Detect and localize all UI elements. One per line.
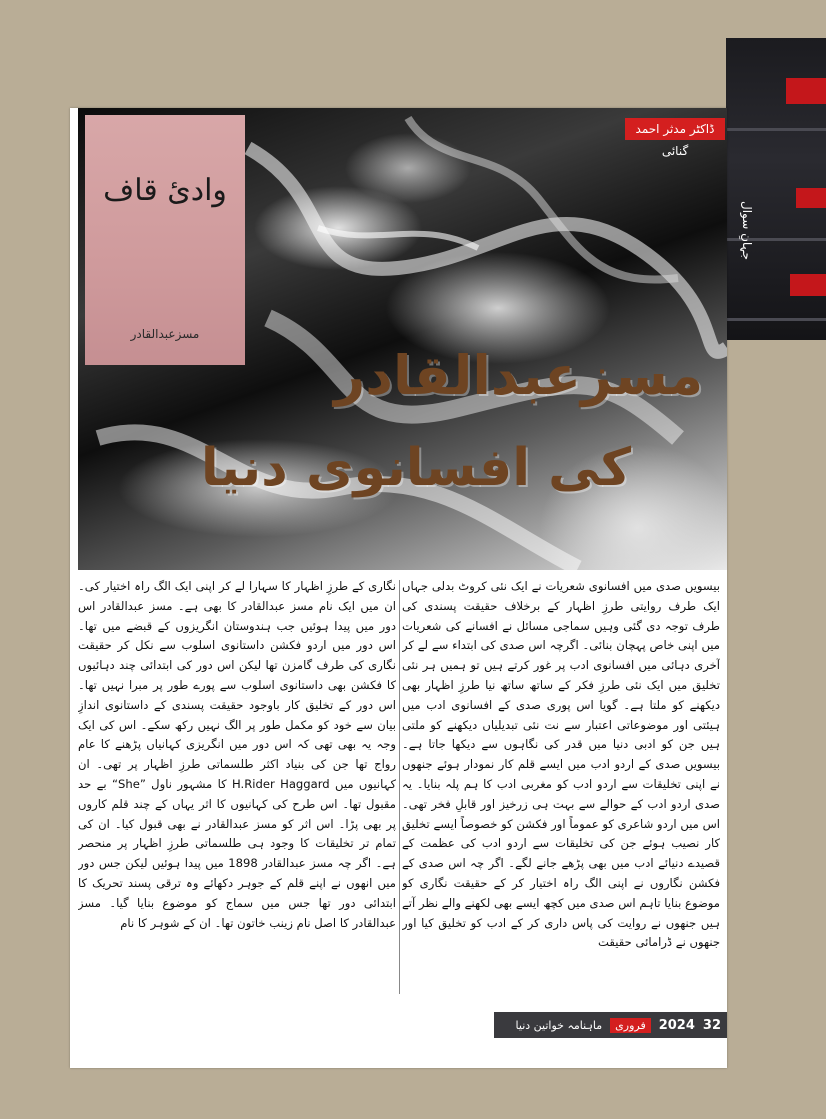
grey-band [726,128,826,131]
headline-line-2: کی افسانوی دنیا [200,438,631,498]
column-right-text: بیسویں صدی میں افسانوی شعریات نے ایک نئی کروٹ بدلی جہاں ایک طرف روایتی طرزِ اظہار کے برخلاف حقیقت پسندی کی طرف توجہ دی گئی وہیں سماجی مسائل نے افسانے کی شعریات میں اپنی خاص پہچان بنائی۔ اگرچہ اس صدی کی ابتداء سے لے کر آخری دہائی میں افسانوی ادب پر غور کرتے ہیں تو ہمیں ہر نئی تخلیق میں ایک نئی طرزِ فکر کے ساتھ ساتھ نیا طرزِ اظہار بھی دیکھنے کو ملتا ہے۔ گویا اس پوری صدی کے افسانوی ادب میں ہیئتی اور موضوعاتی اعتبار سے نت نئی تبدیلیاں دیکھنے کو ملتی ہیں جن کو ادبی دنیا میں قدر کی نگاہوں سے دیکھا جاتا ہے۔ بیسویں صدی کے اردو ادب میں ایسے قلم کار نمودار ہوئے جنھوں نے اپنی تخلیقات سے اردو ادب کو مغربی ادب کا ہم پلہ بنایا۔ یہ صدی اردو ادب کے حوالے سے بہت ہی زرخیز اور قابلِ فخر تھی۔ اس میں اردو شاعری کو عموماً اور فکشن کو خصوصاً ایسے تخلیق کار نصیب ہوئے جن کی تخلیقات سے اردو ادب کی عظمت کے قصیدے دنیائے ادب میں بھی پڑھے جانے لگے۔ اگر چہ اس صدی کے فکشن نگاروں نے اپنی الگ راہ اختیار کر کے حقیقت نگاری کو موضوع بنایا تاہم اس صدی میں کچھ ایسے بھی لکھنے والے نظر آتے ہیں جنھوں نے روایت کی پاس داری کر کے ادب کو تخلیق کیا اور جنھوں نے ڈرامائی حقیقت [402,579,720,950]
column-left-text: نگاری کے طرزِ اظہار کا سہارا لے کر اپنی ایک الگ راہ اختیار کی۔ ان میں ایک نام مسز عبدالقادر کا بھی ہے۔ مسز عبدالقادر اس دور میں پیدا ہوئیں جب ہندوستان انگریزوں کے قبضے میں تھا۔ اس دور میں اردو فکشن داستانوی اسلوب سے نکل کر حقیقت نگاری کی طرف گامزن تھا لیکن اس دور کی ابتدائی چند دہائیوں کا فکشن بھی داستانوی اسلوب سے پورے طور پر مبرا نہیں تھا۔ اس دور کے تخلیق کار باوجود حقیقت پسندی کے داستانوی اندازِ بیان سے خود کو مکمل طور پر الگ نہیں رکھ سکے۔ اس کی ایک وجہ یہ بھی تھی کہ اس دور میں انگریزی کہانیاں پڑھنے کا عام رواج تھا جن کی بنیاد اکثر طلسماتی طرزِ اظہار پر تھی۔ ان کہانیوں میں H.Rider Haggard کا مشہور ناول ”She“ بے حد مقبول تھا۔ اس طرح کی کہانیوں کا اثر یہاں کے چند قلم کاروں پر بھی پڑا۔ اس اثر کو مسز عبدالقادر نے بھی قبول کیا۔ ان کی تمام تر تخلیقات کا وجود ہی طلسماتی طرزِ اظہار پر منحصر ہے۔ اگر چہ مسز عبدالقادر 1898 میں پیدا ہوئیں لیکن جس دور میں انھوں نے اپنے قلم کے جوہر دکھائے وہ ترقی پسند تحریک کا ابتدائی دور تھا جس میں سماج کو موضوع بنایا گیا۔ مسز عبدالقادر کا اصل نام زینب خاتون تھا۔ ان کے شوہر کا نام [78,579,396,930]
book-author: مسزعبدالقادر [130,327,200,341]
book-title: وادیٔ قاف [103,173,227,208]
text-column-left [78,577,396,997]
section-label: جہانِ سوال [740,200,754,260]
grey-band [726,318,826,321]
headline-line-1: مسزعبدالقادر [334,344,703,407]
hero-image [78,108,727,570]
page-number: 32 [702,1017,721,1033]
column-divider [399,580,400,994]
red-accent-bar [790,274,826,296]
red-accent-bar [786,78,826,104]
red-accent-bar [796,188,826,208]
author-badge: ڈاکٹر مدثر احمد گنائی [625,118,725,140]
magazine-name: ماہنامہ خواتین دنیا [515,1018,603,1032]
page-footer [494,1012,727,1038]
text-column-right [402,577,720,997]
issue-year: 2024 [658,1017,695,1033]
book-cover [85,115,245,365]
issue-month: فروری [610,1018,651,1033]
article-page [70,108,727,1068]
